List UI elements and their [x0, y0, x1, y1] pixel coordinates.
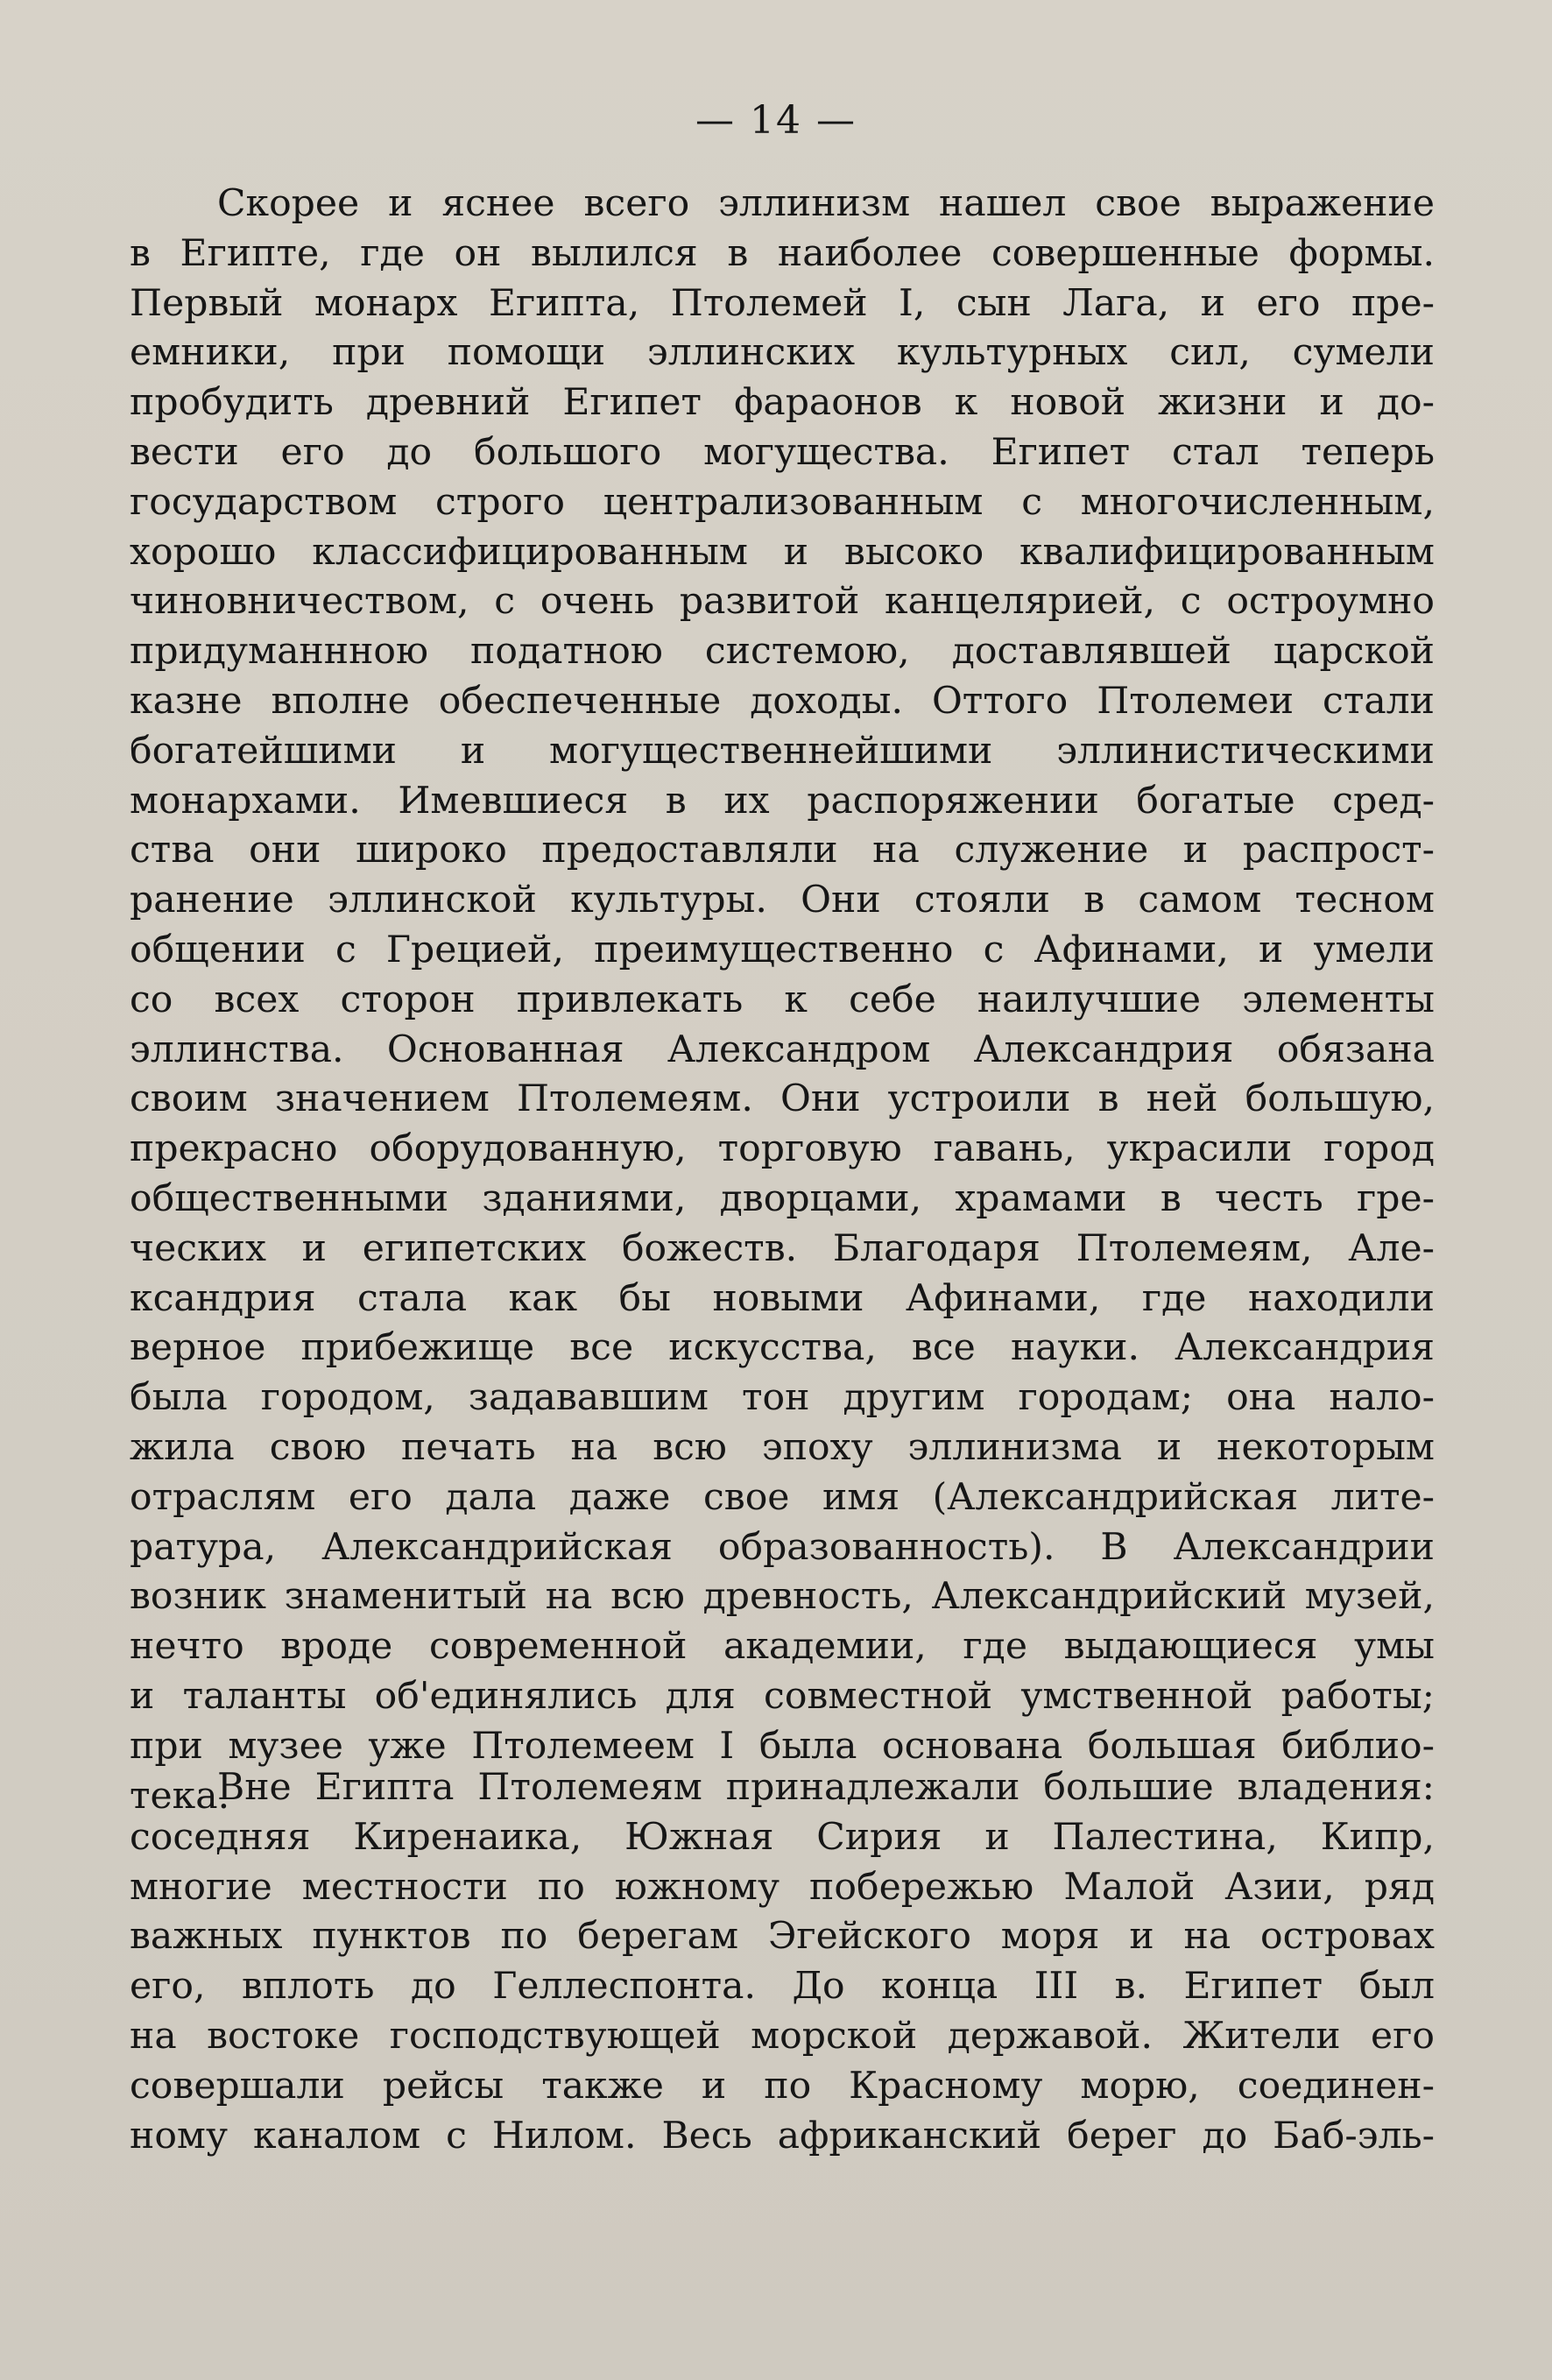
text-line: эллинства. Основанная Александром Александрия обязана: [130, 1028, 1435, 1071]
text-line: общественными зданиями, дворцами, храмами в честь гре-: [130, 1176, 1435, 1220]
paragraph-2: [130, 1763, 1435, 2161]
text-line: своим значением Птолемеям. Они устроили в ней большую,: [130, 1077, 1435, 1121]
text-line: верное прибежище все искусства, все науки. Александрия: [130, 1326, 1435, 1370]
text-line: ратура, Александрийская образованность). В Александрии: [130, 1525, 1435, 1569]
text-line: хорошо классифицированным и высоко квалифицированным: [130, 530, 1435, 574]
text-line: ному каналом с Нилом. Весь африканский берег до Баб-эль-: [130, 2114, 1435, 2158]
text-line: нечто вроде современной академии, где выдающиеся умы: [130, 1625, 1435, 1669]
text-line: ксандрия стала как бы новыми Афинами, где находили: [130, 1276, 1435, 1320]
paragraph-1: [130, 180, 1435, 1821]
text-line: Первый монарх Египта, Птолемей I, сын Лага, и его пре-: [130, 281, 1435, 325]
text-line: емники, при помощи эллинских культурных сил, сумели: [130, 331, 1435, 375]
text-line: при музее уже Птолемеем I была основана большая библио-: [130, 1724, 1435, 1768]
text-line: ранение эллинской культуры. Они стояли в самом тесном: [130, 879, 1435, 922]
text-line: и таланты об'единялись для совместной умственной работы;: [130, 1674, 1435, 1718]
text-line: многие местности по южному побережью Малой Азии, ряд: [130, 1865, 1435, 1909]
text-line: его, вплоть до Геллеспонта. До конца III в. Египет был: [130, 1965, 1435, 2009]
text-line: пробудить древний Египет фараонов к новой жизни и до-: [130, 381, 1435, 425]
text-line: Вне Египта Птолемеям принадлежали большие владения:: [217, 1766, 1435, 1809]
text-line: казне вполне обеспеченные доходы. Оттого Птолемеи стали: [130, 679, 1435, 723]
text-line: богатейшими и могущественнейшими эллинистическими: [130, 729, 1435, 773]
text-line: вести его до большого могущества. Египет стал теперь: [130, 430, 1435, 474]
text-line: возник знаменитый на всю древность, Александрийский музей,: [130, 1575, 1435, 1619]
text-line: ческих и египетских божеств. Благодаря Птолемеям, Але-: [130, 1226, 1435, 1270]
text-line: тека.: [130, 1774, 230, 1818]
text-line: со всех сторон привлекать к себе наилучшие элементы: [130, 978, 1435, 1021]
text-line: придуманнною податною системою, доставлявшей царской: [130, 630, 1435, 674]
text-line: была городом, задававшим тон другим городам; она нало-: [130, 1376, 1435, 1420]
text-line: общении с Грецией, преимущественно с Афинами, и умели: [130, 928, 1435, 971]
page-number: — 14 —: [695, 98, 857, 143]
text-line: жила свою печать на всю эпоху эллинизма и некоторым: [130, 1425, 1435, 1469]
text-line: совершали рейсы также и по Красному морю, соединен-: [130, 2064, 1435, 2108]
text-line: прекрасно оборудованную, торговую гавань, украсили город: [130, 1127, 1435, 1171]
text-line: чиновничеством, с очень развитой канцелярией, с остроумно: [130, 580, 1435, 624]
text-line: соседняя Киренаика, Южная Сирия и Палестина, Кипр,: [130, 1815, 1435, 1859]
text-line: отраслям его дала даже свое имя (Александрийская лите-: [130, 1475, 1435, 1519]
text-line: государством строго централизованным с многочисленным,: [130, 480, 1435, 524]
text-line: монархами. Имевшиеся в их распоряжении богатые сред-: [130, 779, 1435, 823]
text-line: ства они широко предоставляли на служение и распрост-: [130, 829, 1435, 872]
text-line: важных пунктов по берегам Эгейского моря и на островах: [130, 1915, 1435, 1959]
text-line: в Египте, где он вылился в наиболее совершенные формы.: [130, 231, 1435, 275]
text-line: Скорее и яснее всего эллинизм нашел свое выражение: [217, 182, 1435, 225]
text-line: на востоке господствующей морской державой. Жители его: [130, 2014, 1435, 2058]
